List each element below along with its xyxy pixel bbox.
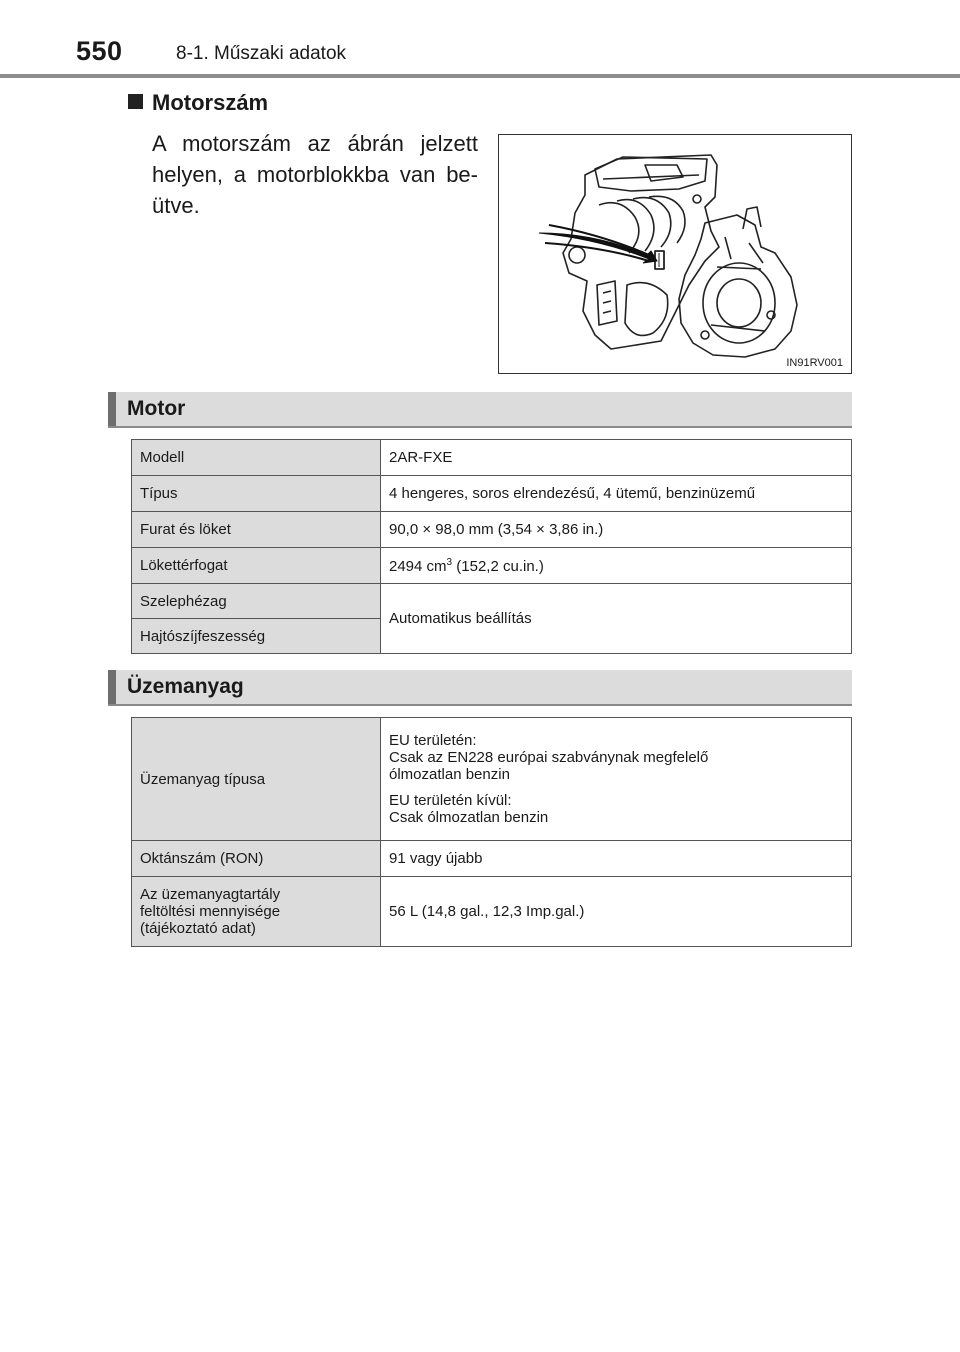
engine-drawing: [499, 135, 850, 372]
page-number: 550: [76, 36, 123, 66]
row-label: Modell: [132, 440, 381, 476]
row-value: [381, 718, 852, 841]
row-label: Lökettérfogat: [132, 548, 381, 584]
table-row: [132, 512, 852, 548]
fuel-type-block-eu: [389, 732, 843, 783]
row-label: Furat és löket: [132, 512, 381, 548]
row-label: [132, 877, 381, 947]
tank-label-line: (tájékoztató adat): [140, 920, 256, 937]
square-bullet-icon: [128, 94, 143, 109]
row-label: Üzemanyag típusa: [132, 718, 381, 841]
table-row: [132, 877, 852, 947]
displacement-exponent: 3: [446, 556, 453, 568]
engine-number-text: A motorszám az ábrán jelzett helyen, a motorblokkba van be-ütve.: [152, 131, 478, 218]
fuel-type-line: Csak az EN228 európai szabványnak megfelelő: [389, 749, 709, 766]
row-label: Oktánszám (RON): [132, 841, 381, 877]
row-label: Hajtószíjfeszesség: [132, 619, 381, 654]
row-value: 90,0 × 98,0 mm (3,54 × 3,86 in.): [381, 512, 852, 548]
tank-label-line: Az üzemanyagtartály: [140, 886, 281, 903]
fuel-type-line: Csak ólmozatlan benzin: [389, 809, 549, 826]
row-value: 4 hengeres, soros elrendezésű, 4 ütemű, benzinüzemű: [381, 476, 852, 512]
row-value-merged: Automatikus beállítás: [381, 584, 852, 654]
table-row: [132, 548, 852, 584]
table-row: [132, 440, 852, 476]
fuel-table: [131, 717, 852, 947]
row-label: Típus: [132, 476, 381, 512]
table-row: [132, 718, 852, 841]
fuel-type-block-non-eu: [389, 792, 843, 826]
motor-section-bar: [108, 392, 852, 428]
engine-number-heading: [128, 90, 268, 116]
figure-code: IN91RV001: [786, 357, 843, 369]
row-value: 56 L (14,8 gal., 12,3 Imp.gal.): [381, 877, 852, 947]
table-row: [132, 476, 852, 512]
fuel-type-line: EU területén kívül:: [389, 792, 512, 809]
engine-number-title: Motorszám: [152, 90, 269, 115]
motor-table: [131, 439, 852, 654]
fuel-type-line: ólmozatlan benzin: [389, 766, 510, 783]
row-value: 2AR-FXE: [381, 440, 852, 476]
table-row: [132, 841, 852, 877]
fuel-section-bar: [108, 670, 852, 706]
header-rule: [0, 74, 960, 78]
fuel-type-line: EU területén:: [389, 732, 477, 749]
fuel-section-title: Üzemanyag: [127, 675, 244, 698]
engine-figure: [498, 134, 852, 374]
row-value: [381, 548, 852, 584]
table-row: [132, 584, 852, 619]
tank-label-line: feltöltési mennyisége: [140, 903, 281, 920]
row-label: Szelephézag: [132, 584, 381, 619]
motor-section-title: Motor: [127, 397, 186, 420]
row-value: 91 vagy újabb: [381, 841, 852, 877]
section-header: 8-1. Műszaki adatok: [176, 43, 347, 64]
displacement-imperial: (152,2 cu.in.): [452, 557, 544, 575]
displacement-value: 2494 cm: [389, 557, 447, 575]
